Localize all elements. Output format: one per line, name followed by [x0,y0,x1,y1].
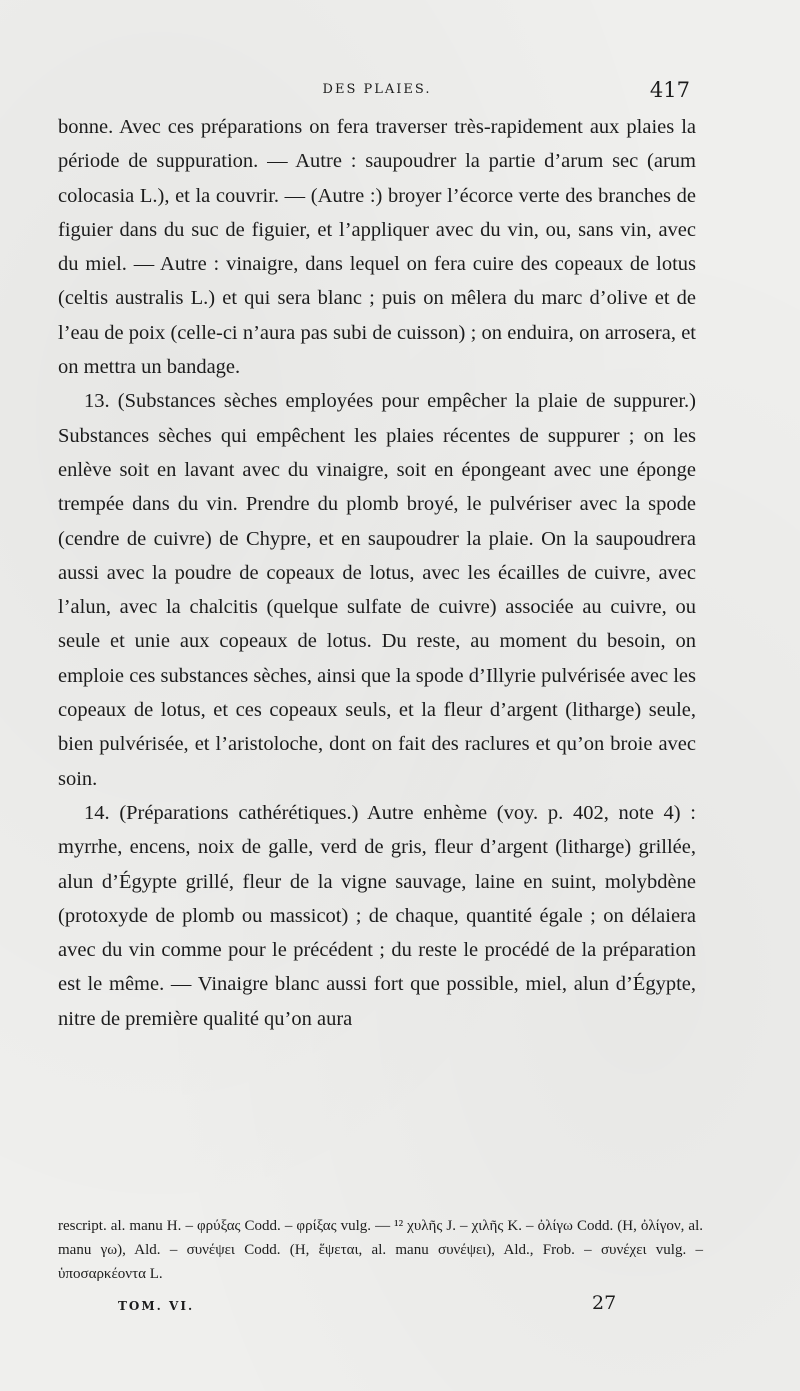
paragraph-2: 13. (Substances sèches employées pour empêcher la plaie de suppurer.) Substances sèches qui empêchent les plaies récentes de suppurer ; on les enlève soit en lavant avec du vinaigre, soit en épongeant avec une éponge trempée dans du vin. Prendre du plomb broyé, le pulvériser avec la spode (cendre de cuivre) de Chypre, et en saupoudrer la plaie. On la saupoudrera aussi avec la poudre de copeaux de lotus, avec les écailles de cuivre, avec l’alun, avec la chalcitis (quelque sulfate de cuivre) associée au cuivre, ou seule et unie aux copeaux de lotus. Du reste, au moment du besoin, on emploie ces substances sèches, ainsi que la spode d’Illyrie pulvérisée avec les copeaux de lotus, et ces copeaux seuls, et la fleur d’argent (litharge) seule, bien pulvérisée, et l’aristoloche, dont on fait des raclures et qu’on broie avec soin. [58,390,696,790]
main-text [58,110,696,1036]
volume-signature: TOM. VI. [118,1299,195,1313]
paragraph-1: bonne. Avec ces préparations on fera traverser très-rapidement aux plaies la période de suppuration. — Autre : saupoudrer la partie d’arum sec (arum colocasia L.), et la couvrir. — (Autre :) broyer l’écorce verte des branches de figuier dans du suc de figuier, et l’appliquer avec du vin, ou, sans vin, avec du miel. — Autre : vinaigre, dans lequel on fera cuire des copeaux de lotus (celtis australis L.) et qui sera blanc ; puis on mêlera du marc d’olive et de l’eau de poix (celle-ci n’aura pas subi de cuisson) ; on enduira, on arrosera, et on mettra un bandage. [58,116,696,379]
sheet-number: 27 [592,1292,617,1314]
running-title: DES PLAIES. [322,82,432,97]
footnote-text: rescript. al. manu H. – φρύξας Codd. – φρίξας vulg. — ¹² χυλῆς J. – χιλῆς K. – ὀλίγω Codd. (H, ὀλίγον, al. manu γω), Ald. – συνέψει Codd. (H, ἕψεται, al. manu συνέψει), Ald., Frob. – συνέχει vulg. – ὑποσαρκέοντα L. [58,1218,703,1282]
footnote [58,1214,703,1286]
running-head [58,78,696,106]
paragraph-3: 14. (Préparations cathérétiques.) Autre enhème (voy. p. 402, note 4) : myrrhe, encens, noix de galle, verd de gris, fleur d’argent (litharge) grillée, alun d’Égypte grillé, fleur de la vigne sauvage, laine en suint, molybdène (protoxyde de plomb ou massicot) ; de chaque, quantité égale ; on délaiera avec du vin comme pour le précédent ; du reste le procédé de la préparation est le même. — Vinaigre blanc aussi fort que possible, miel, alun d’Égypte, nitre de première qualité qu’on aura [58,801,696,1030]
page-number: 417 [649,78,690,102]
